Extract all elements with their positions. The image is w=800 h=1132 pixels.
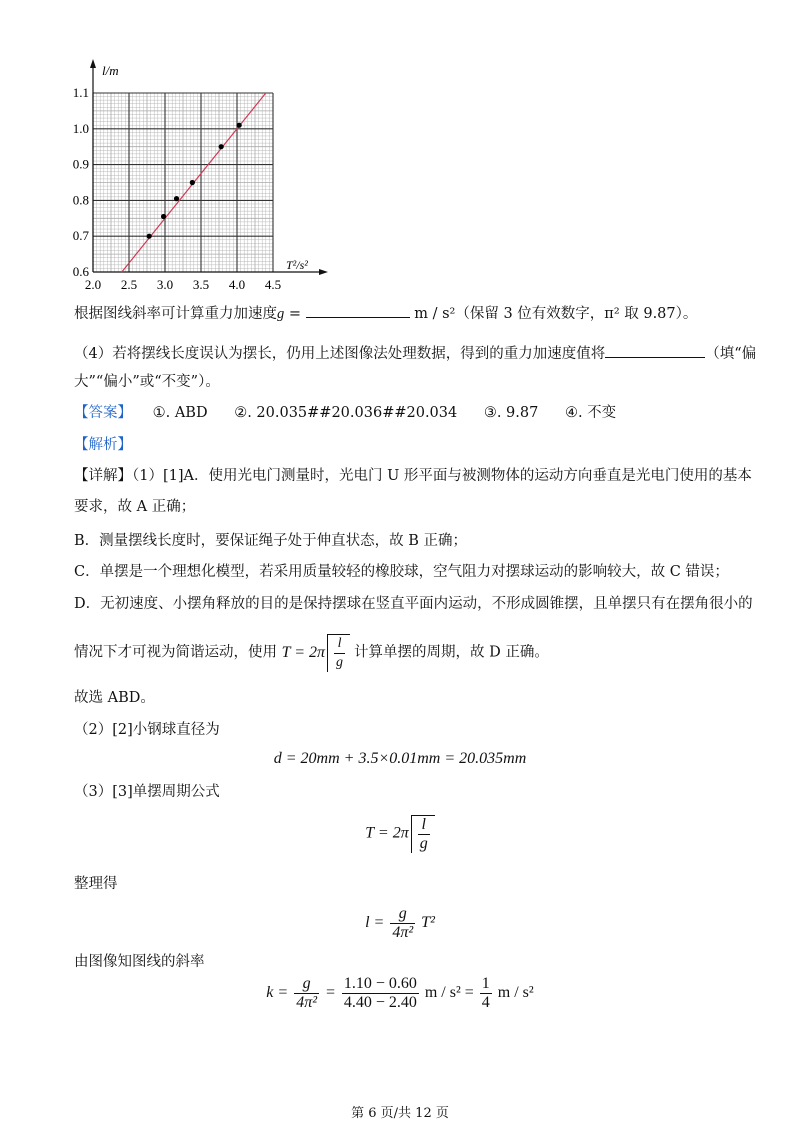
q3-unit: m / s² [414,306,456,322]
data-point [147,234,152,239]
detail-p3: C．单摆是一个理想化模型，若采用质量较轻的橡胶球，空气阻力对摆球运动的影响较大，故 C 错误； [74,564,729,580]
period-equation [0,815,800,853]
diameter-equation: d = 20mm + 3.5×0.01mm = 20.035mm [273,750,527,767]
length-eq-num: g [390,905,415,924]
period-eq-lhs: T = 2π [365,824,409,842]
sqrt-den: g [336,655,344,670]
detail-p5 [74,634,549,672]
x-tick-label: 3.5 [192,277,210,292]
y-tick-label: 1.1 [72,85,89,100]
detail-p1 [74,466,752,486]
chart-grid-minor [93,93,273,272]
detail-p9: 整理得 [74,876,118,892]
slope-eq-mid: m / s² = [424,984,474,1002]
q3-statement [74,303,697,324]
q4-line-1 [74,343,756,364]
x-tick-label: 2.5 [120,277,138,292]
sqrt-num: l [418,816,430,835]
chart-tick-labels [73,85,281,292]
y-tick-label: 0.9 [72,156,89,172]
chart-axes [90,59,328,275]
y-tick-label: 0.6 [72,264,89,279]
sqrt-fraction [418,816,430,853]
q4-line-2: 大”“偏小”或“不变”）。 [74,374,220,390]
detail-p7: （2）[2]小钢球直径为 [74,722,220,738]
sqrt-den: g [419,835,428,852]
length-eq-lhs: l = [365,914,385,932]
detail-p1-text: （1）[1]A．使用光电门测量时，光电门 U 形平面与被测物体的运动方向垂直是光电门使用的基本 [132,468,752,484]
x-axis-arrow-icon [319,269,328,275]
q3-text: 根据图线斜率可计算重力加速度 [74,306,277,322]
detail-p5-before: 情况下才可视为简谐运动，使用 [74,644,277,661]
answer-item: ④. 不变 [564,405,617,421]
detail-p6: 故选 ABD。 [74,690,155,706]
period-formula-lhs: T = 2π [281,643,326,661]
l-vs-t-squared-chart [60,55,340,295]
slope-eq-fraction-2 [342,975,419,1012]
y-axis-arrow-icon [90,59,96,68]
detail-p2: B．测量摆线长度时，要保证绳子处于伸直状态，故 B 正确； [74,533,468,549]
page-footer: 第 6 页/共 12 页 [351,1106,449,1121]
x-tick-label: 2.0 [84,277,102,292]
slope-equation: k = $\frac{g}{\text{4π²}}$ = $\frac{1.10 - 0.60}{4.40 - 2.40}$ m / s² = $\frac{1}{4}$ m / s² [266,975,534,1011]
y-tick-label: 0.7 [72,228,89,244]
chart-y-axis-label: l/m [102,63,119,78]
detail-p5-after: 计算单摆的周期，故 D 正确。 [354,644,549,661]
x-tick-label: 3.0 [156,277,174,292]
slope-eq-unit: m / s² [497,984,534,1002]
data-point [219,144,224,149]
length-eq-den: 4π² [392,924,414,941]
q4-text-tail: （填“偏 [705,346,757,362]
length-eq-rhs: T² [421,914,435,932]
answer-item: ②. 20.035##20.036##20.034 [234,405,458,421]
y-tick-label: 1.0 [72,120,89,136]
x-tick-label: 4.0 [228,277,246,292]
q3-answer-blank[interactable] [306,303,410,318]
answer-label: 【答案】 [74,405,132,421]
slope-f1-num: g [294,975,319,994]
sqrt-icon [327,634,350,672]
slope-eq-fraction-3 [480,975,492,1012]
detail-label: 【详解】 [74,468,132,484]
length-equation [0,905,800,942]
slope-f3-den: 4 [481,994,490,1011]
data-point [190,180,195,185]
period-formula-inline [281,636,354,670]
q3-eq: = [284,306,306,322]
data-point [174,196,179,201]
detail-p4: D．无初速度、小摆角释放的目的是保持摆球在竖直平面内运动，不形成圆锥摆，且单摆只有在摆角很小的 [74,596,753,612]
answer-row [74,403,638,423]
y-tick-label: 0.8 [72,192,89,208]
q4-text: （4）若将摆线长度误认为摆长，仍用上述图像法处理数据，得到的重力加速度值将 [74,346,606,362]
chart-x-axis-label: T²/s² [286,258,308,272]
detail-p1b: 要求，故 A 正确； [74,499,196,515]
slope-f3-num: 1 [481,975,490,992]
sqrt-fraction [334,635,345,672]
sqrt-icon [411,815,435,853]
slope-eq-lhs: k = [266,984,289,1002]
data-point [161,214,166,219]
slope-eq-fraction-1 [294,975,319,1012]
slope-f2-den: 4.40 − 2.40 [343,994,417,1011]
data-point [237,123,242,128]
q3-note: （保留 3 位有效数字，π² 取 9.87）。 [455,306,698,322]
x-tick-label: 4.5 [264,277,282,292]
detail-p10: 由图像知图线的斜率 [74,954,205,970]
slope-f2-num: 1.10 − 0.60 [343,975,417,992]
answer-item: ③. 9.87 [483,405,539,421]
answer-item: ①. ABD [152,405,208,421]
q4-answer-blank[interactable] [605,343,705,358]
analysis-label: 【解析】 [74,437,132,453]
q3-var: g [277,306,285,322]
length-eq-fraction [390,905,415,942]
detail-p8: （3）[3]单摆周期公式 [74,784,220,800]
sqrt-num: l [334,635,345,654]
slope-f1-den: 4π² [296,994,318,1011]
